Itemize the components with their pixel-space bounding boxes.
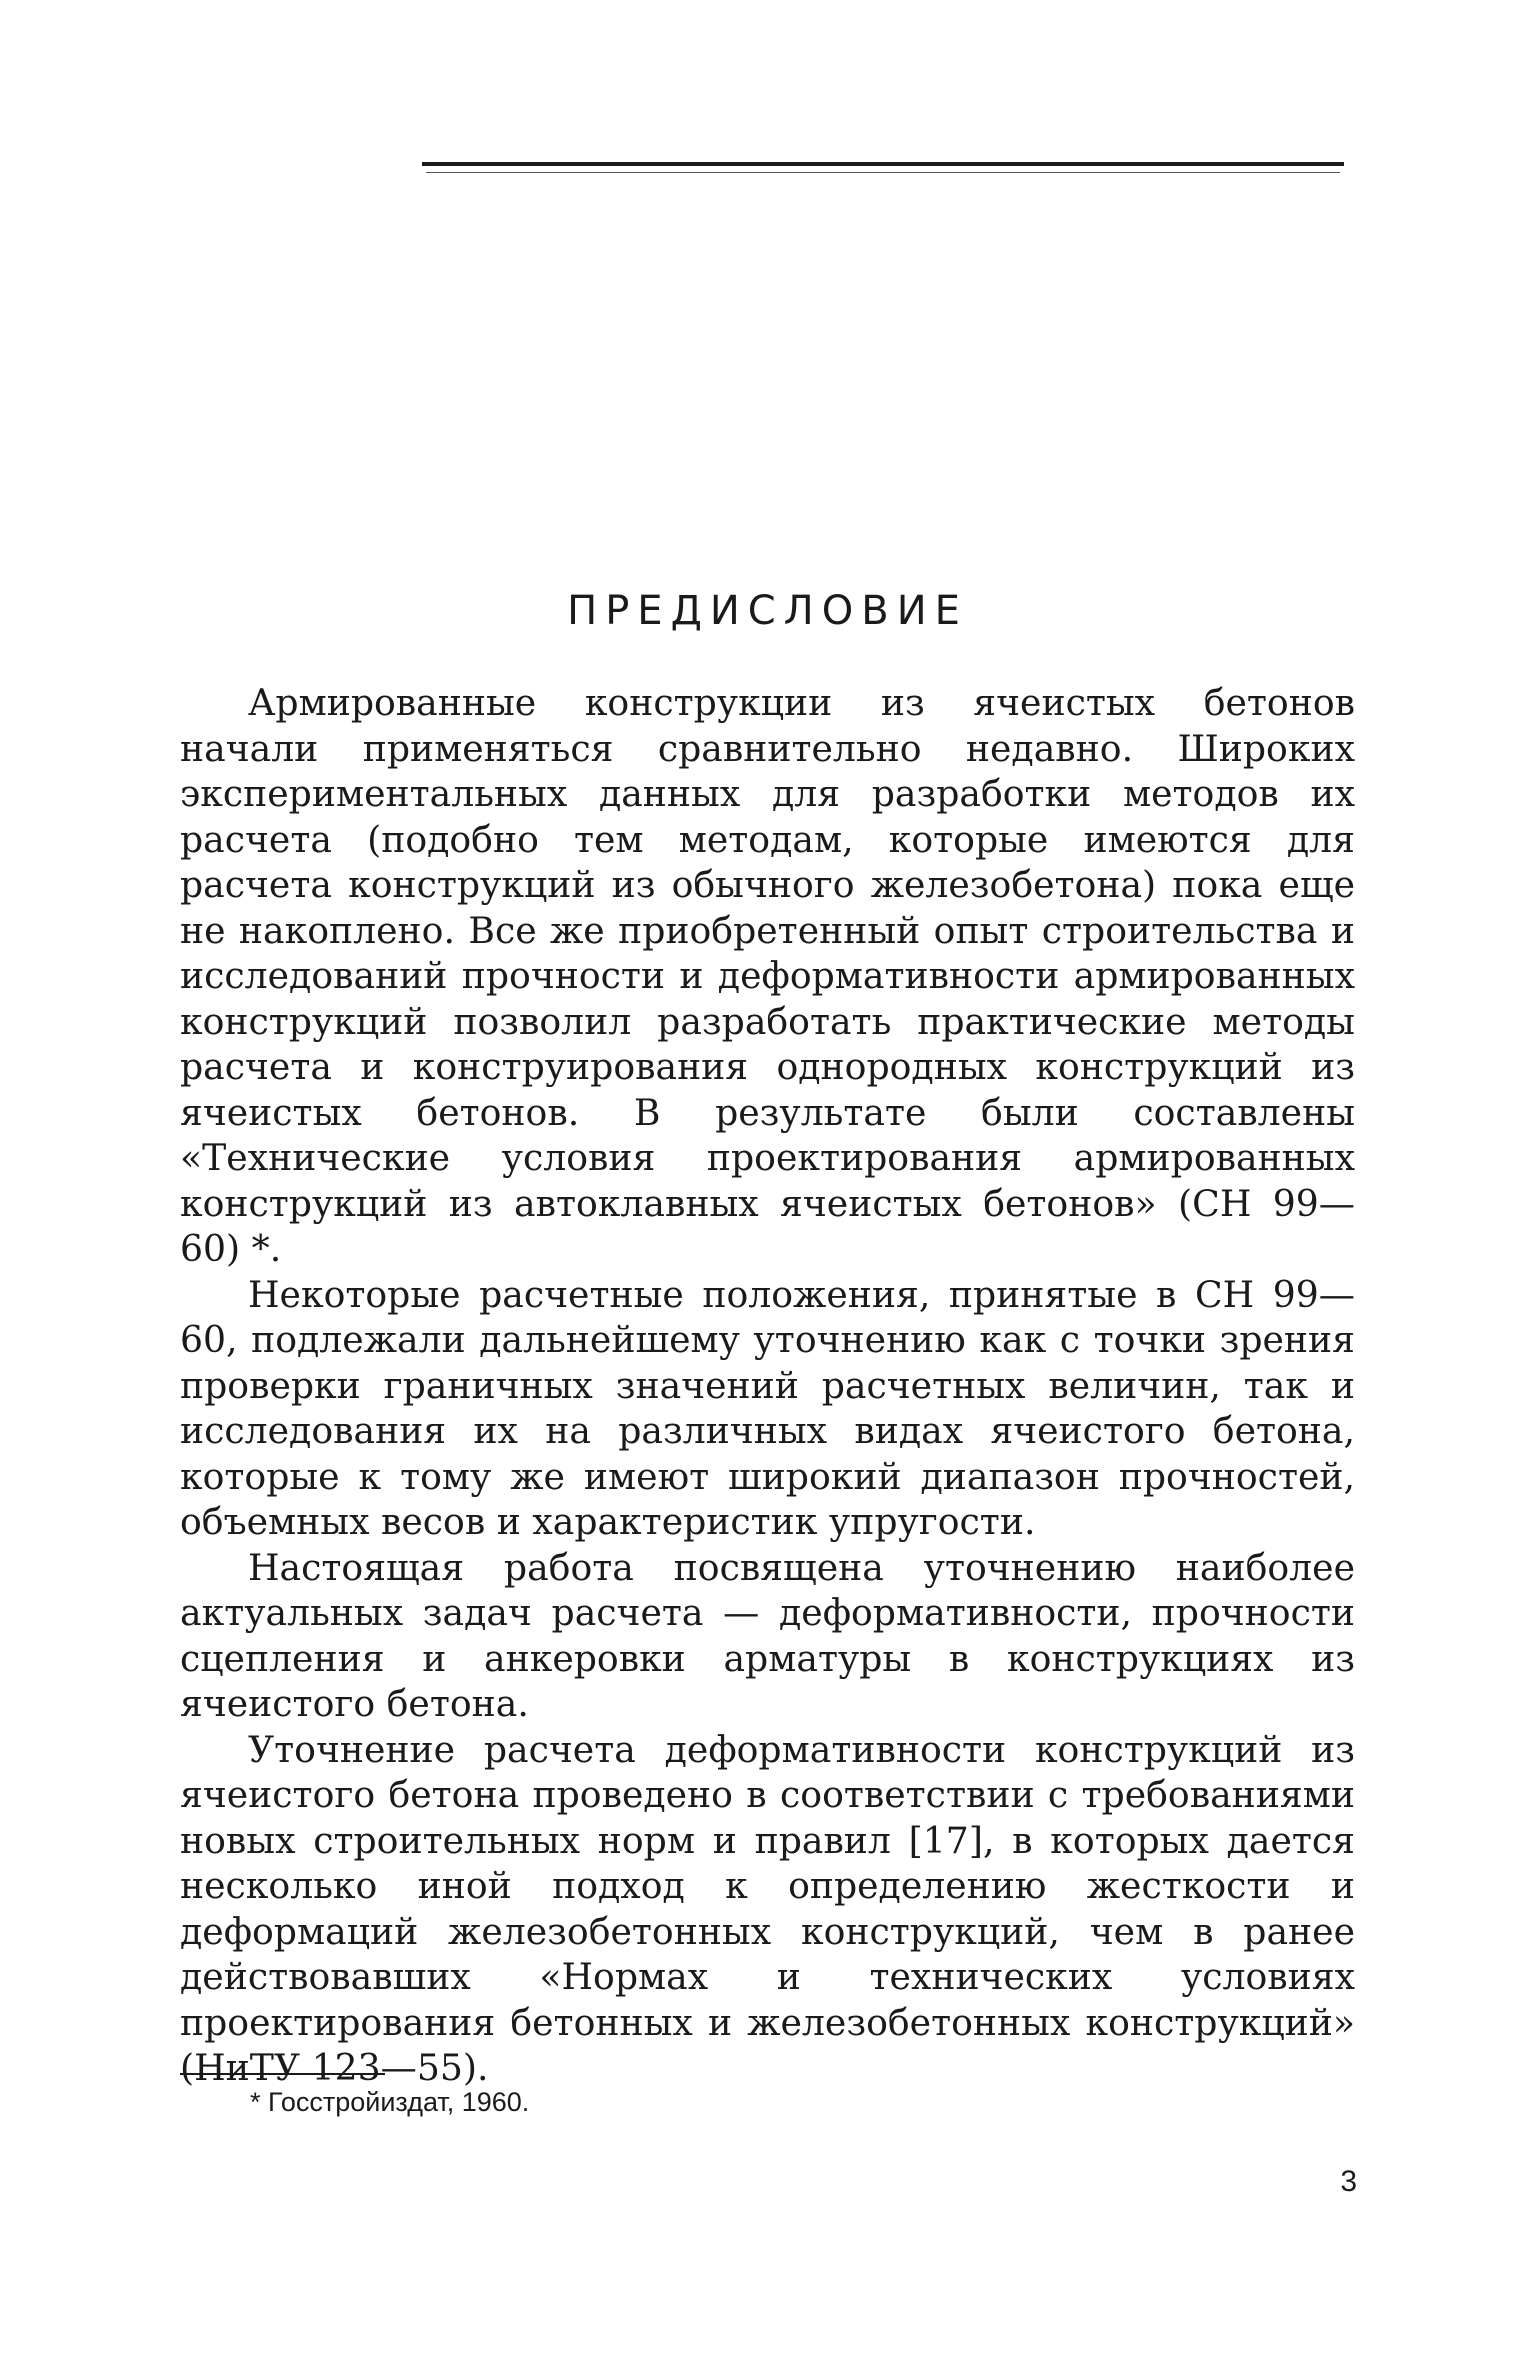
footnote: * Госстройиздат, 1960. (250, 2087, 530, 2117)
paragraph-4: Уточнение расчета деформативности конструкций из ячеистого бетона проведено в соответствии с требованиями новых строительных норм и правил [17], в которых дается несколько иной подход к определению жесткости и деформаций железобетонных конструкций, чем в ранее действовавших «Нормах и технических условиях проектирования бетонных и железобетонных конструкций» (НиТУ 123—55). (180, 1727, 1355, 2089)
page-number: 3 (1340, 2165, 1357, 2198)
paragraph-2: Некоторые расчетные положения, принятые в СН 99—60, подлежали дальнейшему уточнению как с точки зрения проверки граничных значений расчетных величин, так и исследования их на различных видах ячеистого бетона, которые к тому же имеют широкий диапазон прочностей, объемных весов и характеристик упругости. (180, 1272, 1355, 1543)
header-rule-thin (426, 172, 1340, 173)
paragraph-3: Настоящая работа посвящена уточнению наиболее актуальных задач расчета — деформативности, прочности сцепления и анкеровки арматуры в конструкциях из ячеистого бетона. (180, 1545, 1355, 1725)
paragraph-1: Армированные конструкции из ячеистых бетонов начали применяться сравнительно недавно. Широких экспериментальных данных для разработки методов их расчета (подобно тем методам, которые имеются для расчета конструкций из обычного железобетона) пока еще не накоплено. Все же приобретенный опыт строительства и исследований прочности и деформативности армированных конструкций позволил разработать практические методы расчета и конструирования однородных конструкций из ячеистых бетонов. В результате были составлены «Технические условия проектирования армированных конструкций из автоклавных ячеистых бетонов» (СН 99—60) *. (180, 681, 1355, 1270)
body-text (180, 680, 1355, 2091)
footnote-rule (180, 2073, 385, 2075)
page-title: ПРЕДИСЛОВИЕ (567, 588, 968, 634)
header-rule (422, 162, 1344, 166)
